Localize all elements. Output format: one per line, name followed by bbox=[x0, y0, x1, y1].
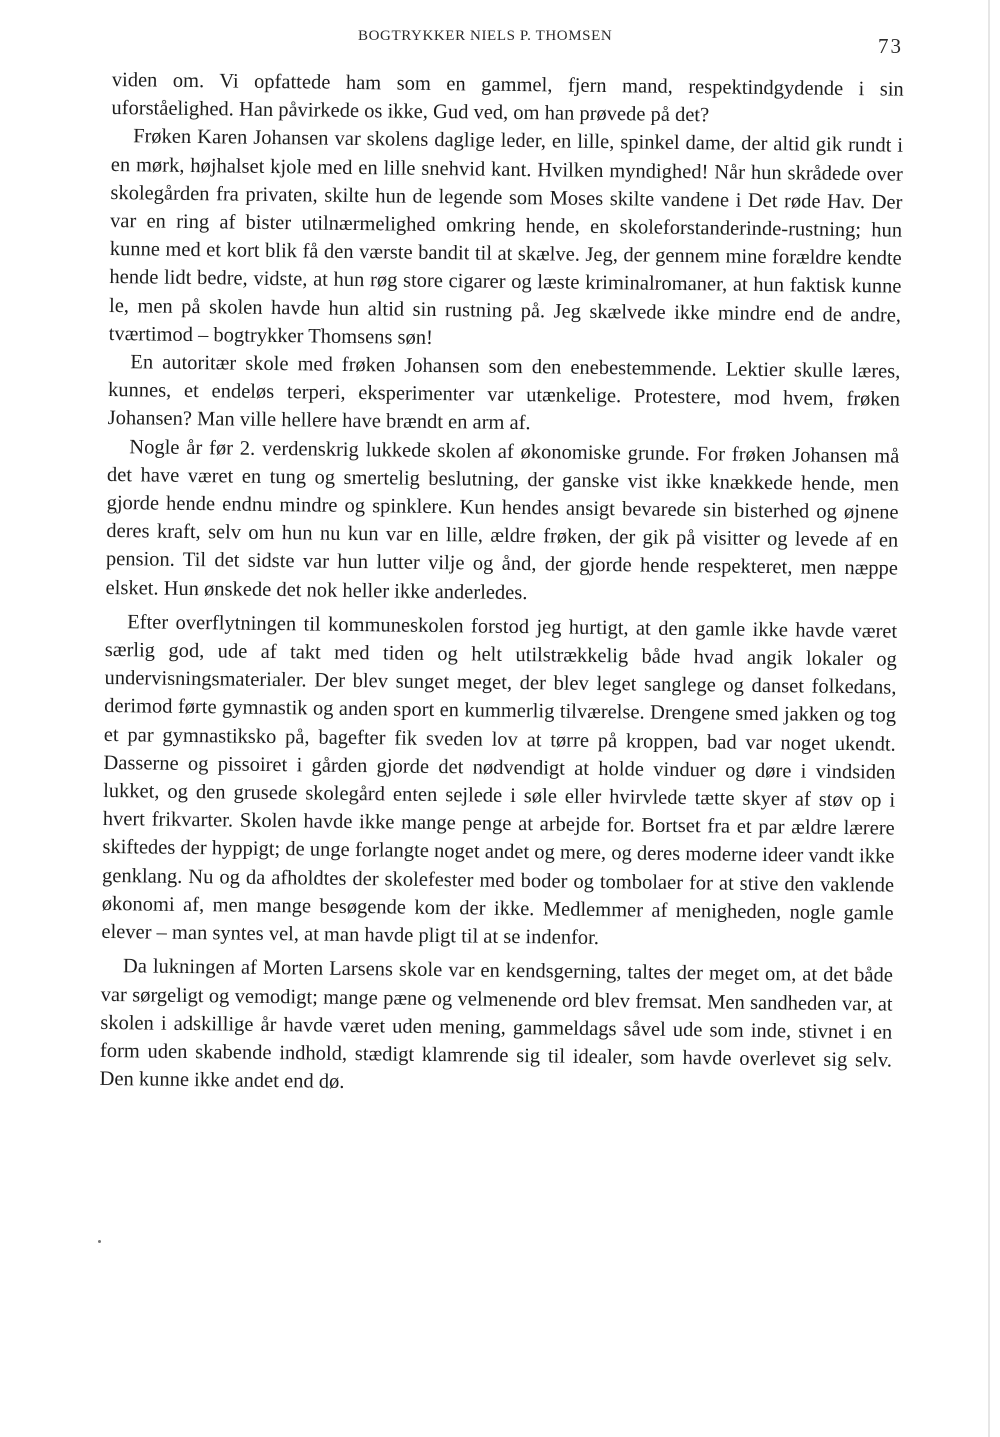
scan-edge-shadow bbox=[988, 0, 990, 1437]
page-number: 73 bbox=[878, 34, 903, 58]
paragraph: En autoritær skole med frøken Johansen som den enebestemmende. Lektier skulle læres, kunnes, et endeløs terperi, eksperimenter var utænkelige. Protestere, mod hvem, frøken Johansen? Man ville hellere have brændt en arm af. bbox=[107, 351, 901, 435]
paragraph: Frøken Karen Johansen var skolens daglige leder, en lille, spinkel dame, der altid gik rundt i en mørk, højhalset kjole med en lille snehvid kant. Hvilken myndighed! Når hun skrådede over skolegården fra privaten, skilte hun de legende som Moses skilte vandene i Det røde Hav. Der var en ring af bister utilnærmelighed omkring hende, en skoleforstanderinde-rustning; hun kunne med et kort blik få den værste bandit til at skælve. Jeg, der gennem mine forældre kendte hende lidt bedre, vidste, at hun røg store cigarer og læste kriminalromaner, at hun faktisk kunne le, men på skolen havde hun altid sin rustning på. Jeg skælvede ikke mindre end de andre, tværtimod – bogtrykker Thomsens søn! bbox=[108, 125, 904, 349]
paragraph: viden om. Vi opfattede ham som en gammel, fjern mand, respektindgydende i sin uforståelighed. Han påvirkede os ikke, Gud ved, om han prøvede på det? bbox=[111, 68, 904, 127]
paragraph: Efter overflytningen til kommuneskolen forstod jeg hurtigt, at den gamle ikke havde været særlig god, ude af takt med tiden og helt utilstrækkelig både hvad angik lokaler og undervisningsmaterialer. Der blev sunget meget, der blev leget sanglege og danset folkedans, derimod førte gymnastik og anden sport en kummerlig tilværelse. Drengene smed jakken og tog et par gymnastiksko på, bagefter fik sveden lov at tørre på kroppen, bad var noget ukendt. Dasserne og pissoiret i gården gjorde det nødvendigt at holde vinduer og døre i vindsiden lukket, og den grusede skolegård enten sejlede i søle eller hvirvlede tætte skyer af støv op i hvert frikvarter. Skolen havde ikke mange penge at arbejde for. Bortset fra et par ældre lærere skiftedes der hyppigt; de unge forlangte noget andet og mere, og deres moderne ideer vandt ikke genklang. Nu og da afholdtes der skolefester med boder og tombolaer for at stive den vaklende økonomi af, men mange besøgende kom der ikke. Medlemmer af menigheden, nogle gamle elever – man syntes vel, at man havde pligt til at se indenfor. bbox=[101, 611, 898, 950]
scan-speck bbox=[98, 1240, 101, 1243]
running-title: BOGTRYKKER NIELS P. THOMSEN bbox=[358, 28, 613, 44]
paragraph: Nogle år før 2. verdenskrig lukkede skolen af økonomiske grunde. For frøken Johansen må det have været en tung og smertelig beslutning, der ganske vist ikke knækkede hende, men gjorde hende endnu mindre og spinklere. Kun hendes ansigt bevarede sin bisterhed og øjnene deres kraft, selv om hun nu kun var en lille, ældre frøken, der gik på visitter og levede af en pension. Til det sidste var hun lutter vilje og ånd, der gjorde hende respekteret, men næppe elsket. Hun ønskede det nok heller ikke anderledes. bbox=[105, 435, 900, 604]
paragraph: Da lukningen af Morten Larsens skole var en kendsgerning, taltes der meget om, at det både var sørgeligt og vemodigt; mange pæne og velmenende ord blev fremsat. Men sandheden var, at skolen i adskillige år havde været uden mening, gammeldags såvel ude som inde, stivnet i en form uden skabende indhold, stædigt klamrende sig til idealer, som havde overlevet sig selv. Den kunne ikke andet end dø. bbox=[99, 955, 894, 1094]
body-text bbox=[99, 66, 903, 1103]
